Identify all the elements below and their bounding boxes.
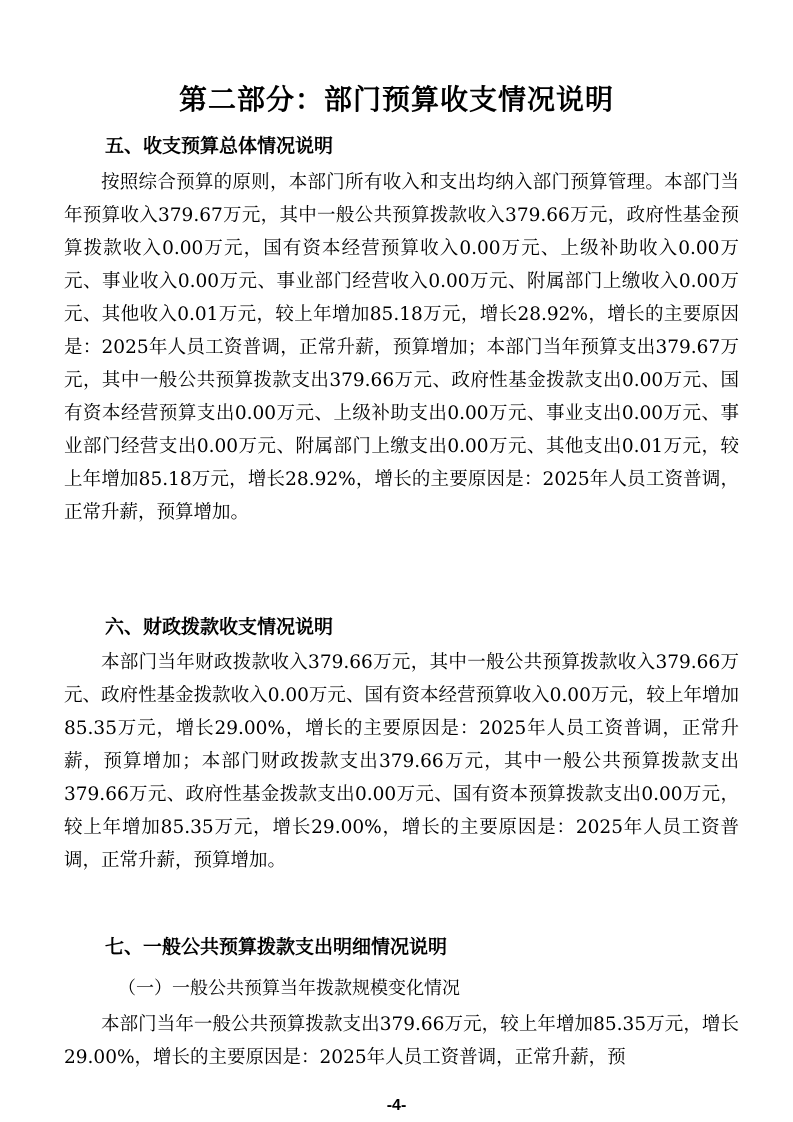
section-paragraph-budget-overview: 按照综合预算的原则，本部门所有收入和支出均纳入部门预算管理。本部门当年预算收入379.67万元，其中一般公共预算拨款收入379.66万元，政府性基金预算拨款收入0.00万元，国有资本经营预算收入0.00万元、上级补助收入0.00万元、事业收入0.00万元、事业部门经营收入0.00万元、附属部门上缴收入0.00万元、其他收入0.01万元，较上年增加85.18万元，增长28.92%，增长的主要原因是：2025年人员工资普调，正常升薪，预算增加；本部门当年预算支出379.67万元，其中一般公共预算拨款支出379.66万元、政府性基金拨款支出0.00万元、国有资本经营预算支出0.00万元、上级补助支出0.00万元、事业支出0.00万元、事业部门经营支出0.00万元、附属部门上缴支出0.00万元、其他支出0.01万元，较上年增加85.18万元，增长28.92%，增长的主要原因是：2025年人员工资普调，正常升薪，预算增加。 xyxy=(64,172,739,523)
section-paragraph-general-budget-detail: 本部门当年一般公共预算拨款支出379.66万元，较上年增加85.35万元，增长29.00%，增长的主要原因是：2025年人员工资普调，正常升薪，预 xyxy=(64,1014,739,1068)
section-heading-budget-overview: 五、收支预算总体情况说明 xyxy=(105,135,334,157)
section-heading-general-budget-detail: 七、一般公共预算拨款支出明细情况说明 xyxy=(105,936,448,958)
section-heading-fiscal-appropriation: 六、财政拨款收支情况说明 xyxy=(105,616,334,638)
section-paragraph-fiscal-appropriation: 本部门当年财政拨款收入379.66万元，其中一般公共预算拨款收入379.66万元、政府性基金拨款收入0.00万元、国有资本经营预算收入0.00万元，较上年增加85.35万元，增长29.00%，增长的主要原因是：2025年人员工资普调，正常升薪，预算增加；本部门财政拨款支出379.66万元，其中一般公共预算拨款支出379.66万元、政府性基金拨款支出0.00万元、国有资本预算拨款支出0.00万元，较上年增加85.35万元，增长29.00%，增长的主要原因是：2025年人员工资普调，正常升薪，预算增加。 xyxy=(64,652,739,871)
subsection-heading-scale-change: （一）一般公共预算当年拨款规模变化情况 xyxy=(118,978,460,999)
page-title: 第二部分：部门预算收支情况说明 xyxy=(178,83,614,116)
page-number: -4- xyxy=(386,1097,407,1114)
